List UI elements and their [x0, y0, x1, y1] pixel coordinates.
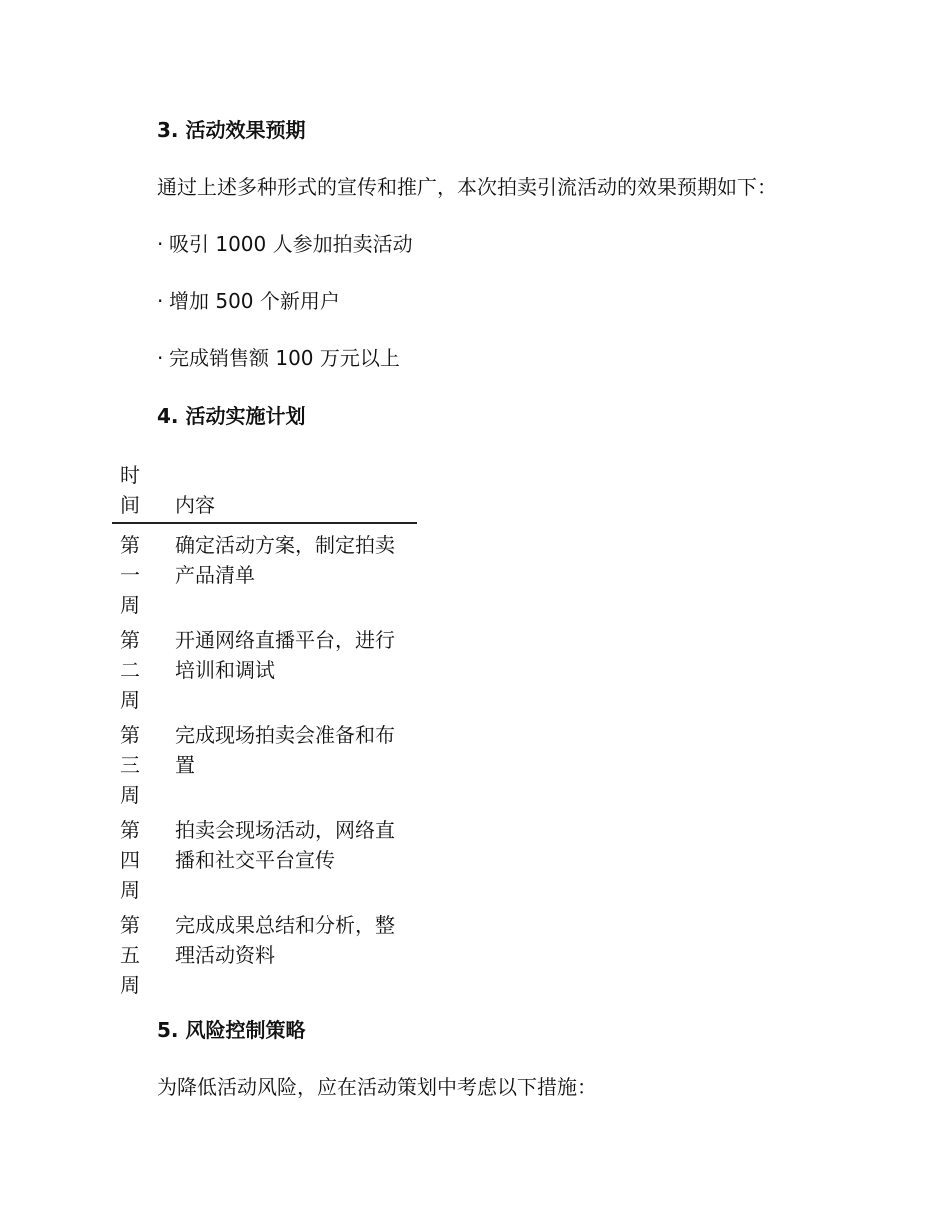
implementation-plan-table: [112, 460, 417, 999]
table-row: [112, 524, 417, 619]
section-3-intro: 通过上述多种形式的宣传和推广，本次拍卖引流活动的效果预期如下：: [157, 175, 777, 199]
bullet-text: 增加 500 个新用户: [169, 289, 340, 313]
bullet-text: 吸引 1000 人参加拍卖活动: [169, 232, 413, 256]
bullet-item: [157, 343, 400, 373]
table-row: [112, 619, 417, 714]
cell-content: 拍卖会现场活动，网络直播和社交平台宣传: [175, 818, 395, 872]
cell-time: 第二周: [120, 628, 140, 712]
cell-time: 第三周: [120, 723, 140, 807]
table-row: [112, 714, 417, 809]
section-3-heading: 3. 活动效果预期: [157, 118, 306, 142]
cell-time: 第一周: [120, 533, 140, 617]
header-content: 内容: [175, 493, 215, 517]
table-header: [112, 460, 417, 524]
bullet-item: [157, 229, 413, 259]
table-row: [112, 904, 417, 999]
bullet-item: [157, 286, 340, 316]
section-5-heading: 5. 风险控制策略: [157, 1018, 306, 1042]
cell-time: 第四周: [120, 818, 140, 902]
cell-content: 完成成果总结和分析，整理活动资料: [175, 913, 395, 967]
cell-content: 完成现场拍卖会准备和布置: [175, 723, 395, 777]
bullet-dot: ·: [157, 289, 164, 313]
cell-content: 开通网络直播平台，进行培训和调试: [175, 628, 395, 682]
table-row: [112, 809, 417, 904]
cell-content: 确定活动方案，制定拍卖产品清单: [175, 533, 395, 587]
section-4-heading: 4. 活动实施计划: [157, 404, 306, 428]
section-5-intro: 为降低活动风险，应在活动策划中考虑以下措施：: [157, 1075, 597, 1099]
bullet-dot: ·: [157, 346, 164, 370]
cell-time: 第五周: [120, 913, 140, 997]
bullet-text: 完成销售额 100 万元以上: [169, 346, 400, 370]
header-time: 时间: [120, 463, 140, 517]
bullet-dot: ·: [157, 232, 164, 256]
